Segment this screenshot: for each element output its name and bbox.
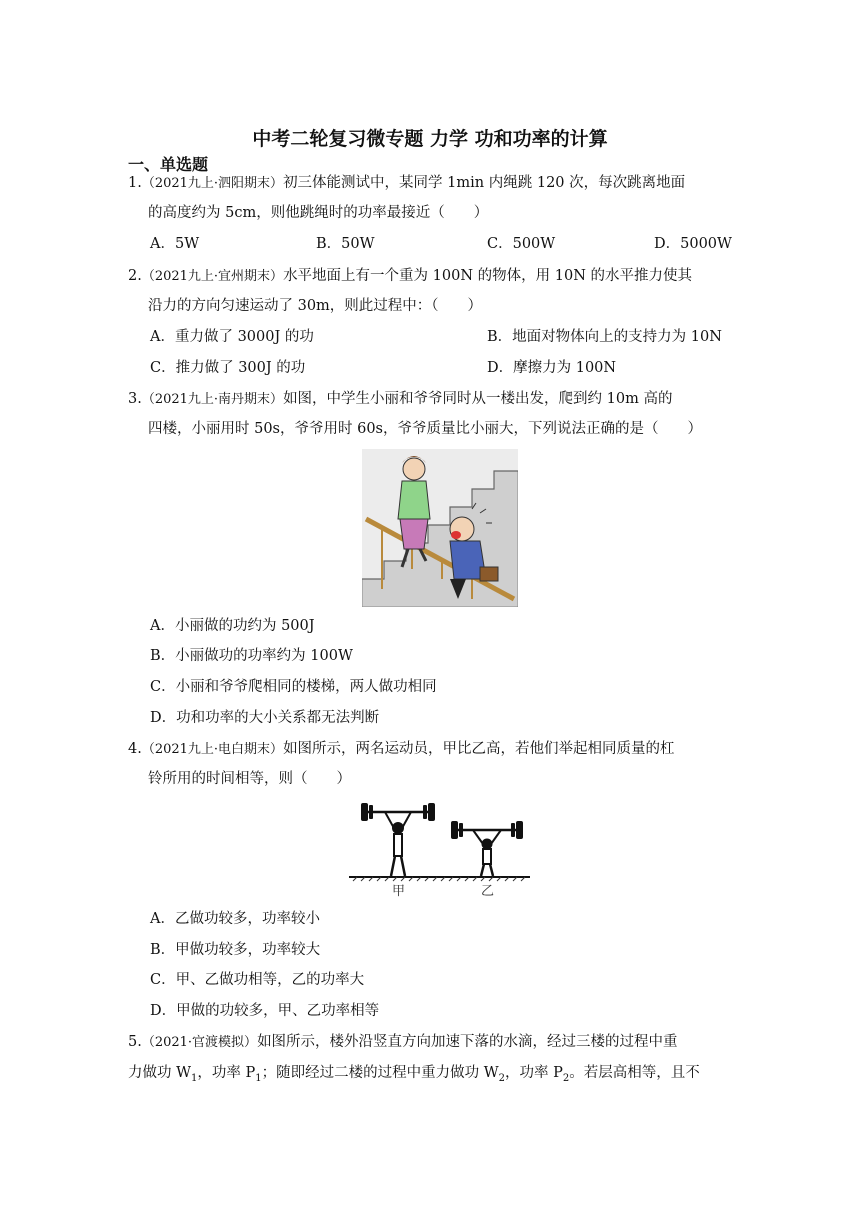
q1-option-b: B．50W bbox=[316, 236, 375, 252]
question-3-line-2: 四楼，小丽用时 50s，爷爷用时 60s，爷爷质量比小丽大，下列说法正确的是（ ） bbox=[148, 421, 702, 437]
q1-option-d: D．5000W bbox=[654, 236, 732, 252]
stairs-climbing-illustration bbox=[362, 449, 518, 607]
q3-option-d: D．功和功率的大小关系都无法判断 bbox=[150, 710, 380, 726]
question-source: （2021九上·南丹期末） bbox=[141, 392, 284, 407]
question-5-line-2 bbox=[128, 1063, 700, 1089]
question-3-line-1 bbox=[128, 389, 672, 410]
q1-option-c: C．500W bbox=[487, 236, 556, 252]
q5-sub-3: 2 bbox=[498, 1072, 506, 1084]
q2-option-b: B．地面对物体向上的支持力为 10N bbox=[487, 329, 722, 345]
question-text: 初三体能测试中，某同学 1min 内绳跳 120 次，每次跳离地面 bbox=[283, 175, 686, 191]
q2-option-c: C．推力做了 300J 的功 bbox=[150, 360, 306, 376]
question-text: 如图所示，楼外沿竖直方向加速下落的水滴，经过三楼的过程中重 bbox=[257, 1034, 678, 1050]
q3-option-b: B．小丽做功的功率约为 100W bbox=[150, 648, 353, 664]
question-4-line-1 bbox=[128, 739, 675, 760]
q5-text-b: ，功率 P bbox=[197, 1065, 256, 1081]
question-1-line-1 bbox=[128, 173, 685, 194]
q2-option-d: D．摩擦力为 100N bbox=[487, 360, 617, 376]
question-number: 1. bbox=[128, 175, 142, 191]
q2-option-a: A．重力做了 3000J 的功 bbox=[150, 329, 314, 345]
q3-option-a: A．小丽做的功约为 500J bbox=[150, 618, 315, 634]
q5-text-d: ，功率 P bbox=[505, 1065, 563, 1081]
question-2-line-1 bbox=[128, 266, 692, 287]
question-1-line-2: 的高度约为 5cm，则他跳绳时的功率最接近（ ） bbox=[148, 205, 489, 221]
question-number: 4. bbox=[128, 741, 142, 757]
q4-option-a: A．乙做功较多，功率较小 bbox=[150, 911, 320, 927]
weightlifters-figure bbox=[347, 800, 532, 900]
question-5-line-1 bbox=[128, 1032, 678, 1053]
q4-option-b: B．甲做功较多，功率较大 bbox=[150, 942, 321, 958]
q5-sub-1: 1 bbox=[191, 1072, 198, 1084]
q5-sub-4: 2 bbox=[562, 1072, 570, 1084]
section-heading: 一、单选题 bbox=[128, 155, 209, 174]
q5-text-c: ；随即经过二楼的过程中重力做功 W bbox=[261, 1065, 499, 1081]
question-source: （2021九上·泗阳期末） bbox=[141, 176, 284, 191]
page-title: 中考二轮复习微专题 力学 功和功率的计算 bbox=[252, 128, 608, 150]
q4-option-d: D．甲做的功较多，甲、乙功率相等 bbox=[150, 1003, 380, 1019]
question-number: 2. bbox=[128, 268, 142, 284]
q3-option-c: C．小丽和爷爷爬相同的楼梯，两人做功相同 bbox=[150, 679, 437, 695]
question-source: （2021九上·电白期末） bbox=[141, 742, 284, 757]
q1-option-a: A．5W bbox=[150, 236, 200, 252]
question-number: 3. bbox=[128, 391, 142, 407]
question-source: （2021九上·宜州期末） bbox=[141, 269, 284, 284]
q5-text-e: 。若层高相等，且不 bbox=[569, 1065, 700, 1081]
question-2-line-2: 沿力的方向匀速运动了 30m，则此过程中：（ ） bbox=[148, 298, 483, 314]
question-number: 5. bbox=[128, 1034, 142, 1050]
question-text: 如图所示，两名运动员，甲比乙高，若他们举起相同质量的杠 bbox=[283, 741, 675, 757]
q4-option-c: C．甲、乙做功相等，乙的功率大 bbox=[150, 972, 365, 988]
weightlifters-drawing bbox=[347, 800, 532, 882]
question-source: （2021·官渡模拟） bbox=[141, 1035, 258, 1050]
q5-sub-2: 1 bbox=[255, 1072, 262, 1084]
question-text: 水平地面上有一个重为 100N 的物体，用 10N 的水平推力使其 bbox=[283, 268, 692, 284]
q5-text-a: 力做功 W bbox=[128, 1065, 192, 1081]
question-text: 如图，中学生小丽和爷爷同时从一楼出发，爬到约 10m 高的 bbox=[283, 391, 673, 407]
question-4-line-2: 铃所用的时间相等，则（ ） bbox=[148, 771, 351, 787]
figure-label-jia: 甲 bbox=[392, 884, 406, 899]
figure-label-yi: 乙 bbox=[481, 884, 495, 899]
